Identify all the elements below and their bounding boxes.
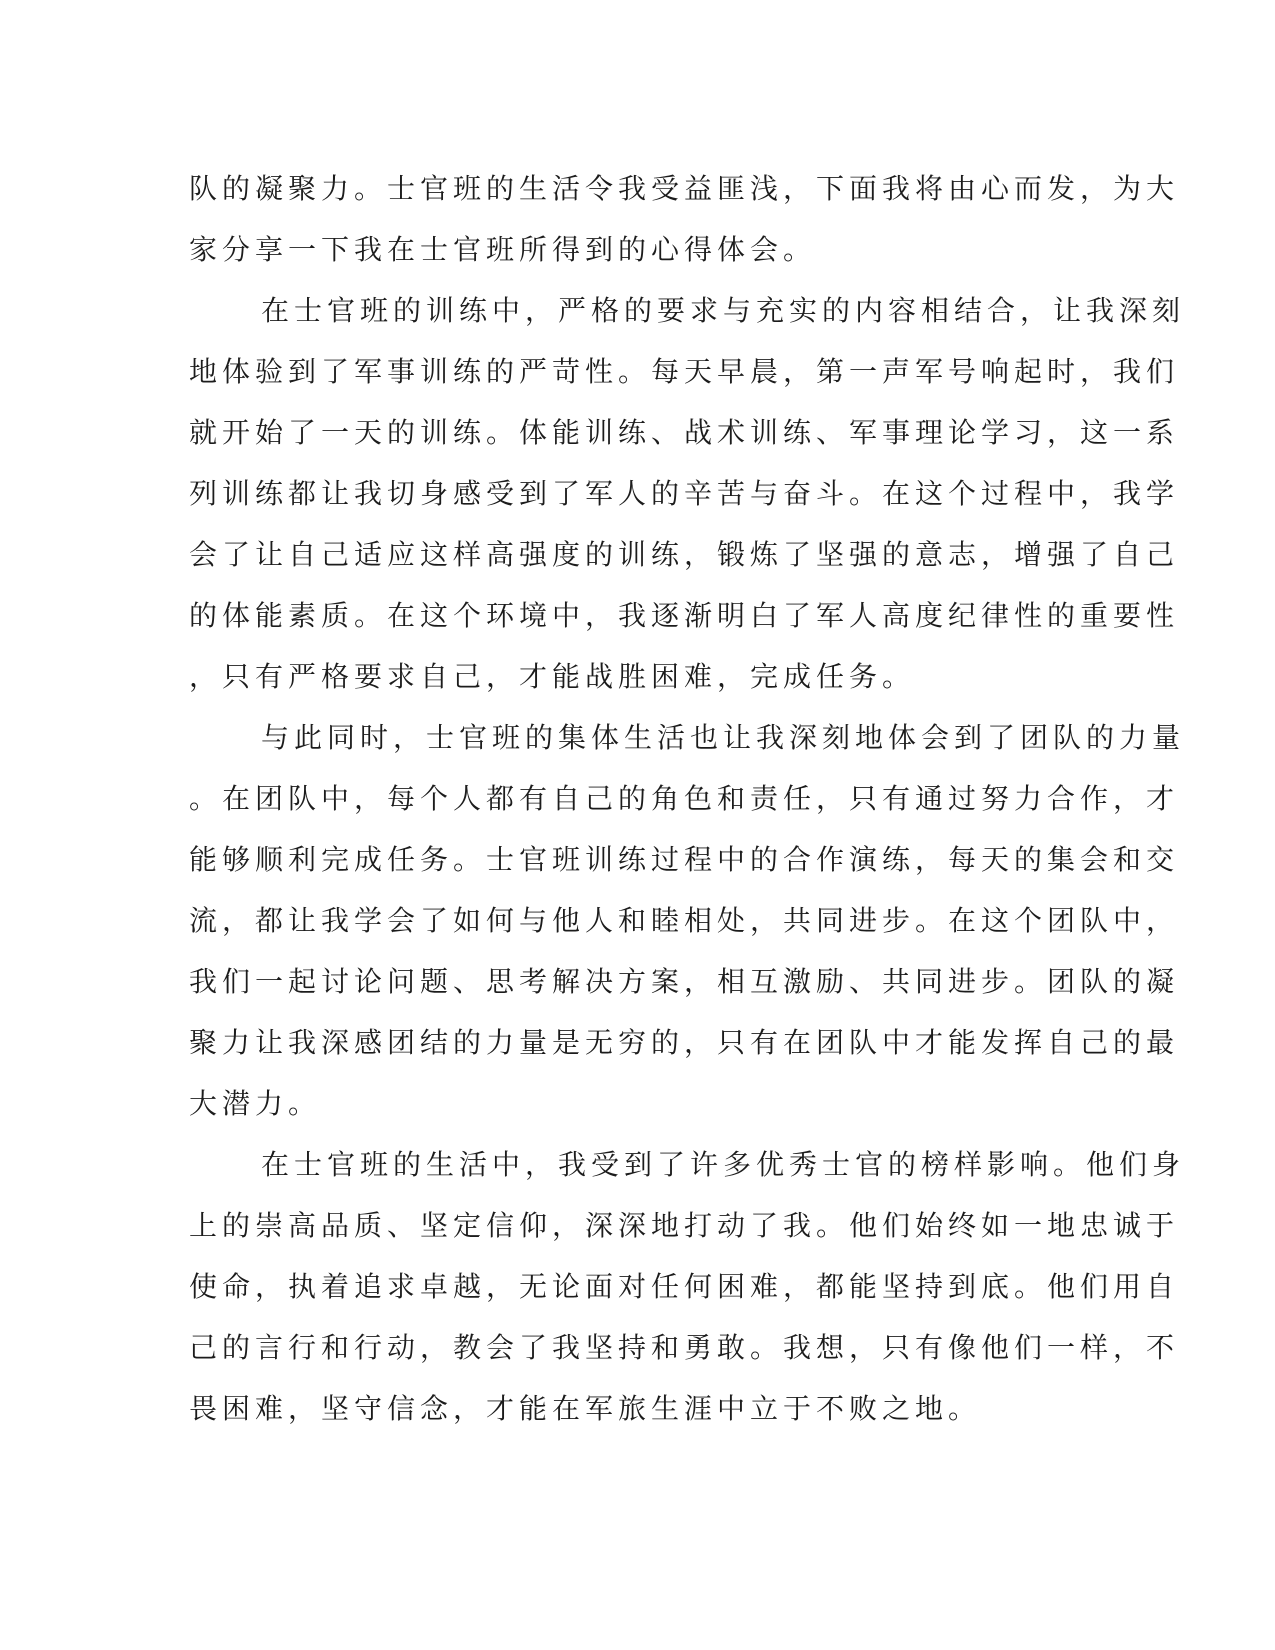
text-line: ，只有严格要求自己，才能战胜困难，完成任务。 [189, 660, 916, 693]
document-body [189, 158, 1186, 1439]
text-line: 畏困难，坚守信念，才能在军旅生涯中立于不败之地。 [189, 1392, 982, 1425]
paragraph-first-line: 与此同时，士官班的集体生活也让我深刻地体会到了团队的力量 [261, 721, 1186, 754]
text-line: 大潜力。 [189, 1087, 322, 1120]
text-line: 上的崇高品质、坚定信仰，深深地打动了我。他们始终如一地忠诚于 [189, 1209, 1180, 1242]
text-line: 使命，执着追求卓越，无论面对任何困难，都能坚持到底。他们用自 [189, 1270, 1180, 1303]
text-line: 的体能素质。在这个环境中，我逐渐明白了军人高度纪律性的重要性 [189, 599, 1180, 632]
text-line: 地体验到了军事训练的严苛性。每天早晨，第一声军号响起时，我们 [189, 355, 1180, 388]
text-line: 就开始了一天的训练。体能训练、战术训练、军事理论学习，这一系 [189, 416, 1180, 449]
text-line: 能够顺利完成任务。士官班训练过程中的合作演练，每天的集会和交 [189, 843, 1180, 876]
text-line: 会了让自己适应这样高强度的训练，锻炼了坚强的意志，增强了自己 [189, 538, 1180, 571]
paragraph-first-line: 在士官班的训练中，严格的要求与充实的内容相结合，让我深刻 [261, 294, 1186, 327]
text-line: 队的凝聚力。士官班的生活令我受益匪浅，下面我将由心而发，为大 [189, 172, 1180, 205]
text-line: 流，都让我学会了如何与他人和睦相处，共同进步。在这个团队中， [189, 904, 1180, 937]
text-line: 我们一起讨论问题、思考解决方案，相互激励、共同进步。团队的凝 [189, 965, 1180, 998]
text-line: 己的言行和行动，教会了我坚持和勇敢。我想，只有像他们一样，不 [189, 1331, 1180, 1364]
text-line: 。在团队中，每个人都有自己的角色和责任，只有通过努力合作，才 [189, 782, 1180, 815]
paragraph-first-line: 在士官班的生活中，我受到了许多优秀士官的榜样影响。他们身 [261, 1148, 1186, 1181]
text-line: 聚力让我深感团结的力量是无穷的，只有在团队中才能发挥自己的最 [189, 1026, 1180, 1059]
text-line: 家分享一下我在士官班所得到的心得体会。 [189, 233, 817, 266]
text-line: 列训练都让我切身感受到了军人的辛苦与奋斗。在这个过程中，我学 [189, 477, 1180, 510]
